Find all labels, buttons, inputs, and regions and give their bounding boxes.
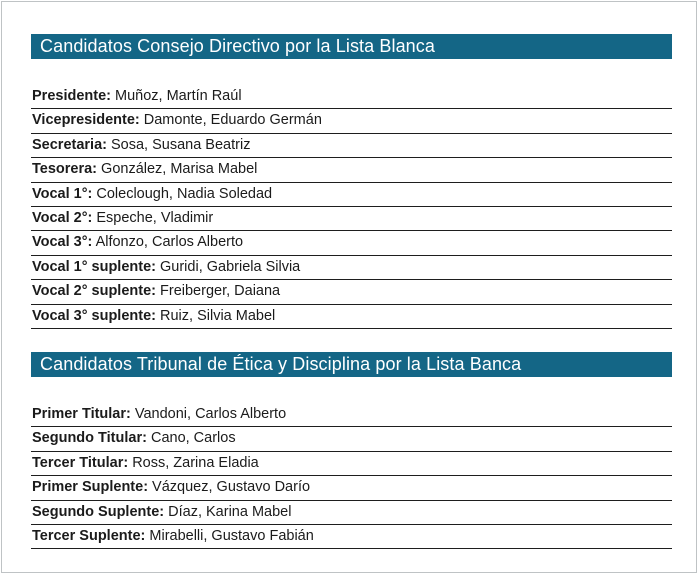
candidate-row: [31, 427, 672, 451]
candidate-row: [31, 525, 672, 549]
candidate-role: Primer Suplente:: [32, 479, 149, 496]
candidate-name: Alfonzo, Carlos Alberto: [92, 234, 244, 251]
candidate-name: Mirabelli, Gustavo Fabián: [145, 527, 314, 544]
candidate-name: Coleclough, Nadia Soledad: [92, 185, 273, 202]
candidate-row: [31, 85, 672, 109]
candidate-row: [31, 134, 672, 158]
candidate-row: [31, 109, 672, 133]
candidate-role: Vicepresidente:: [32, 112, 140, 129]
candidate-role: Tercer Titular:: [32, 454, 129, 471]
candidate-name: Guridi, Gabriela Silvia: [155, 258, 301, 275]
candidate-role: Vocal 1°:: [32, 185, 93, 202]
candidate-row: [31, 501, 672, 525]
consejo-directivo-list: [31, 85, 672, 329]
candidate-name: González, Marisa Mabel: [97, 161, 258, 178]
consejo-directivo-heading: Candidatos Consejo Directivo por la Lista Blanca: [31, 34, 672, 59]
candidate-role: Tesorera:: [32, 161, 98, 178]
candidate-row: [31, 305, 672, 329]
candidate-role: Secretaria:: [32, 136, 107, 153]
tribunal-etica-section: [31, 352, 672, 549]
candidate-name: Ross, Zarina Eladia: [128, 454, 259, 471]
candidate-row: [31, 207, 672, 231]
candidate-row: [31, 476, 672, 500]
candidate-name: Freiberger, Daiana: [155, 283, 281, 300]
candidate-role: Primer Titular:: [32, 406, 131, 422]
candidate-name: Cano, Carlos: [146, 430, 236, 447]
candidate-name: Vázquez, Gustavo Darío: [148, 479, 311, 496]
candidate-role: Segundo Suplente:: [32, 503, 165, 520]
candidate-role: Vocal 1° suplente:: [32, 258, 156, 275]
candidate-row: [31, 256, 672, 280]
candidate-name: Damonte, Eduardo Germán: [139, 112, 322, 129]
candidate-name: Sosa, Susana Beatriz: [106, 136, 251, 153]
candidate-row: [31, 183, 672, 207]
candidate-name: Díaz, Karina Mabel: [164, 503, 292, 520]
candidate-row: [31, 452, 672, 476]
candidate-name: Muñoz, Martín Raúl: [110, 88, 242, 104]
document-frame: [1, 1, 697, 573]
tribunal-etica-heading: Candidatos Tribunal de Ética y Disciplina por la Lista Banca: [31, 352, 672, 377]
candidate-name: Ruiz, Silvia Mabel: [155, 307, 276, 324]
candidate-row: [31, 403, 672, 427]
candidate-name: Vandoni, Carlos Alberto: [130, 406, 287, 422]
candidate-role: Vocal 3° suplente:: [32, 307, 156, 324]
candidate-role: Vocal 2° suplente:: [32, 283, 156, 300]
candidate-name: Espeche, Vladimir: [92, 209, 214, 226]
candidate-role: Vocal 3°:: [32, 234, 93, 251]
candidate-role: Presidente:: [32, 88, 111, 104]
consejo-directivo-section: [31, 34, 672, 329]
candidate-row: [31, 231, 672, 255]
candidate-row: [31, 280, 672, 304]
candidate-role: Tercer Suplente:: [32, 527, 146, 544]
tribunal-etica-list: [31, 403, 672, 549]
candidate-role: Vocal 2°:: [32, 209, 93, 226]
candidate-row: [31, 158, 672, 182]
candidate-role: Segundo Titular:: [32, 430, 147, 447]
